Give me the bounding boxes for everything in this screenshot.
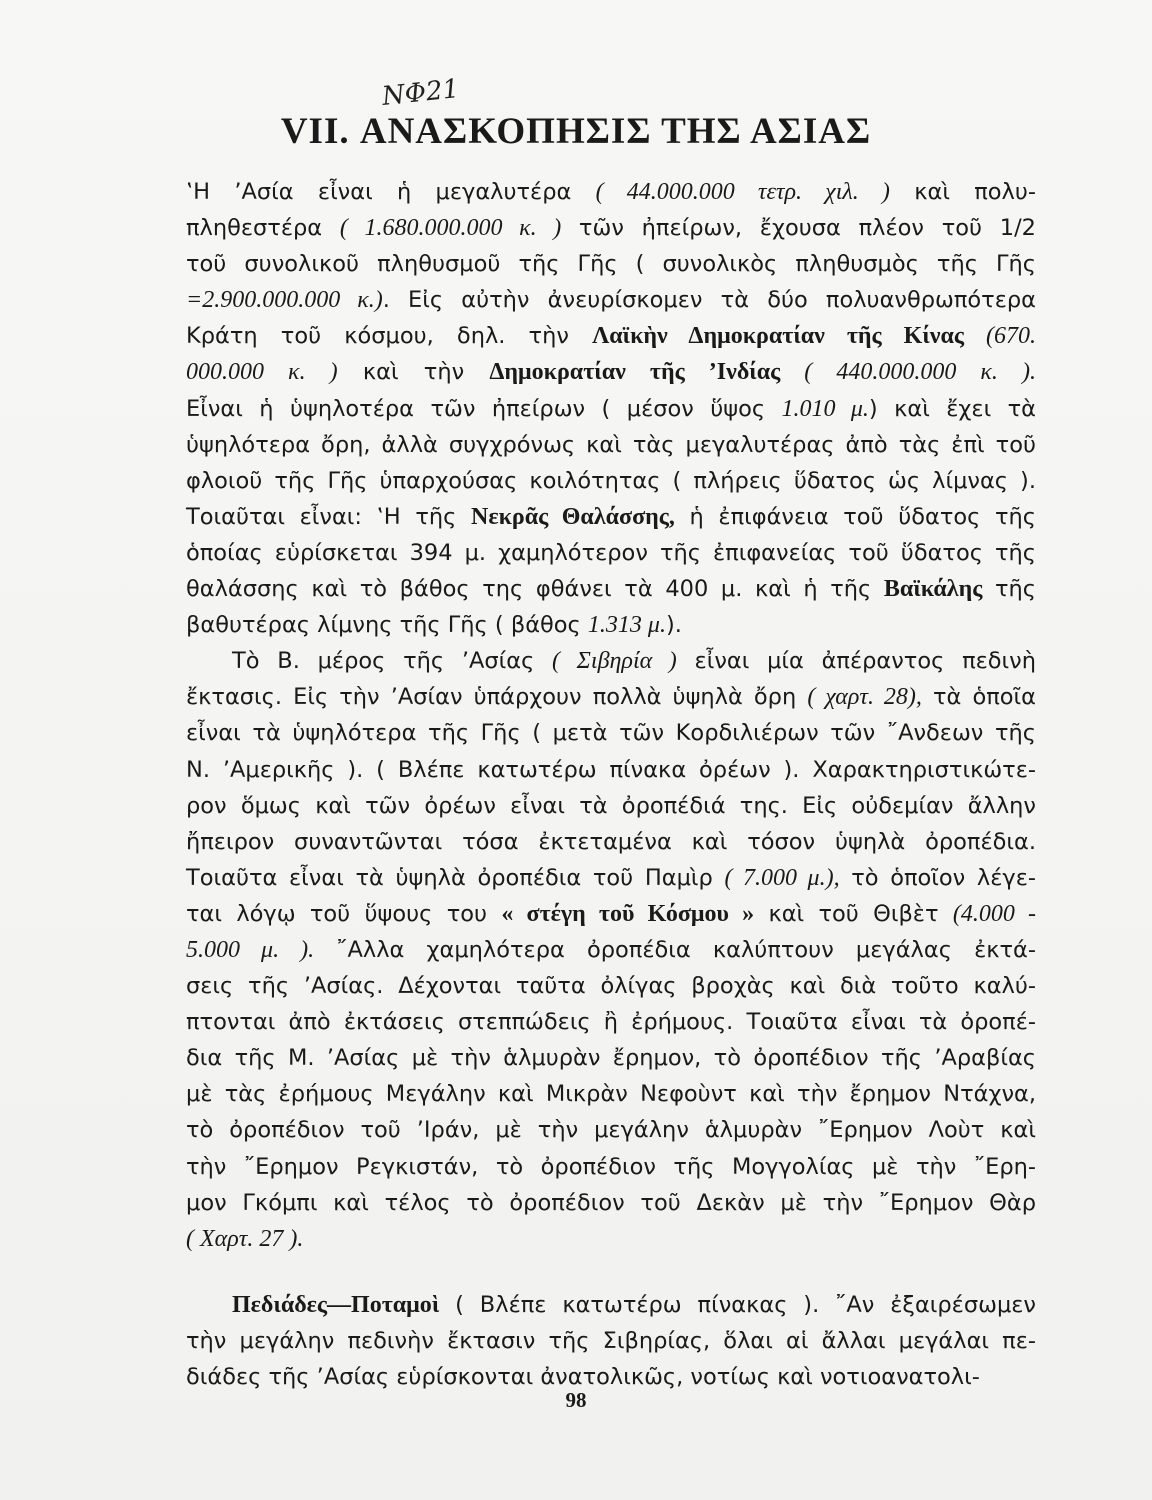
text-line [186, 391, 1036, 427]
text-line [186, 860, 1036, 896]
text-segment: μον Γκόμπι καὶ τέλος τὸ ὀροπέδιον τοῦ Δεκὰν μὲ τὴν ῎Ερημον Θὰρ [186, 1189, 1036, 1216]
text-segment: Τοιαῦτα εἶναι τὰ ὑψηλὰ ὀροπέδια τοῦ Παμὶρ [186, 864, 725, 891]
text-line [186, 318, 1036, 354]
text-segment: τὸ ὀροπέδιον τοῦ ’Ιράν, μὲ τὴν μεγάλην ἁλμυρὰν ῎Ερημον Λοὺτ καὶ [186, 1117, 1036, 1144]
text-segment: ἔκτασις. Εἰς τὴν ’Ασίαν ὑπάρχουν πολλὰ ὑψηλὰ ὄρη [186, 684, 808, 711]
bold-term: « στέγη τοῦ Κόσμου » [501, 900, 755, 927]
text-line [186, 1185, 1036, 1221]
text-segment: δια τῆς Μ. ’Ασίας μὲ τὴν ἁλμυρὰν ἔρημον, τὸ ὀροπέδιον τῆς ’Αραβίας [186, 1045, 1036, 1072]
text-line [186, 1004, 1036, 1040]
text-segment: ( Βλέπε κατωτέρω πίνακας ). ῎Αν ἐξαιρέσωμεν [439, 1291, 1036, 1318]
bold-term: Νεκρᾶς Θαλάσσης, [471, 503, 675, 530]
text-line [186, 607, 1036, 643]
text-segment: Τοιαῦται εἶναι: ‛Η τῆς [186, 503, 471, 530]
text-segment: ται λόγῳ τοῦ ὕψους του [186, 900, 502, 927]
text-line [186, 788, 1036, 824]
text-segment: μὲ τὰς ἐρήμους Μεγάλην καὶ Μικρὰν Νεφοὺντ καὶ τὴν ἔρημον Ντάχνα, [186, 1081, 1036, 1108]
text-segment: διάδες τῆς ’Ασίας εὑρίσκονται ἀνατολικῶς, νοτίως καὶ νοτιοανατολι- [186, 1364, 980, 1390]
italic-figure: (670. [964, 323, 1036, 350]
text-segment: ) καὶ ἔχει τὰ [868, 395, 1036, 422]
text-segment: τῶν ἠπείρων, ἔχουσα πλέον τοῦ 1/2 [561, 215, 1036, 242]
text-segment: καὶ τοῦ Θιβὲτ [754, 900, 953, 927]
text-segment: ὑψηλότερα ὄρη, ἀλλὰ συγχρόνως καὶ τὰς μεγαλυτέρας ἀπὸ τὰς ἐπὶ τοῦ [186, 431, 1036, 458]
text-segment: βαθυτέρας λίμνης τῆς Γῆς ( βάθος [186, 612, 588, 639]
italic-figure: 000.000 κ. ) [186, 359, 338, 386]
text-line [186, 932, 1036, 968]
italic-figure: ( χαρτ. 28), [807, 684, 922, 711]
italic-figure: ( Σιβηρία ) [552, 648, 677, 675]
text-line [186, 679, 1036, 715]
italic-figure: ( Χαρτ. 27 ). [186, 1225, 304, 1252]
text-segment: ρον ὅμως καὶ τῶν ὀρέων εἶναι τὰ ὀροπέδιά της. Εἰς οὐδεμίαν ἄλλην [186, 792, 1036, 819]
bold-term: Βαϊκάλης [883, 576, 983, 603]
text-line [186, 246, 1036, 282]
text-line [186, 1323, 1036, 1359]
text-segment: ὁποίας εὑρίσκεται 394 μ. χαμηλότερον τῆς ἐπιφανείας τοῦ ὕδατος τῆς [186, 539, 1036, 566]
text-segment: φλοιοῦ τῆς Γῆς ὑπαρχούσας κοιλότητας ( πλήρεις ὕδατος ὡς λίμνας ). [186, 467, 1036, 494]
italic-figure: (4.000 - [952, 900, 1036, 927]
text-segment: τὴν μεγάλην πεδινὴν ἔκτασιν τῆς Σιβηρίας, ὅλαι αἱ ἄλλαι μεγάλαι πε- [186, 1327, 1036, 1354]
text-line [186, 1287, 1036, 1323]
bold-term: Λαϊκὴν Δημοκρατίαν τῆς Κίνας [592, 323, 965, 350]
text-line [186, 1221, 1036, 1257]
text-segment: εἶναι μία ἀπέραντος πεδινὴ [676, 648, 1036, 675]
text-segment: τὸ ὁποῖον λέγε- [839, 864, 1036, 891]
text-segment: πληθεστέρα [186, 215, 340, 242]
italic-figure: ( 44.000.000 τετρ. χιλ. ) [595, 179, 890, 205]
text-line [186, 715, 1036, 751]
text-segment: ‛Η ’Ασία εἶναι ἡ μεγαλυτέρα [186, 179, 596, 205]
text-line [186, 824, 1036, 860]
italic-figure: 1.313 μ. [587, 612, 666, 639]
text-line [186, 752, 1036, 788]
paragraph-gap [186, 1257, 1036, 1287]
text-line [186, 463, 1036, 499]
text-line [186, 1112, 1036, 1148]
text-segment: ἤπειρον συναντῶνται τόσα ἐκτεταμένα καὶ τόσον ὑψηλὰ ὀροπέδια. [186, 828, 1036, 855]
text-line [186, 354, 1036, 390]
text-line [186, 427, 1036, 463]
text-line [186, 643, 1036, 679]
text-segment: ῎Αλλα χαμηλότερα ὀροπέδια καλύπτουν μεγάλας ἐκτά- [314, 936, 1036, 963]
italic-figure: ( 7.000 μ.), [724, 864, 840, 891]
text-segment: ἡ ἐπιφάνεια τοῦ ὕδατος τῆς [674, 503, 1036, 530]
text-line [186, 896, 1036, 932]
italic-figure: ( 440.000.000 κ. ). [780, 359, 1036, 386]
text-line [186, 968, 1036, 1004]
text-line [186, 174, 1036, 210]
text-line [186, 1149, 1036, 1185]
text-line [186, 282, 1036, 318]
text-segment: εἶναι τὰ ὑψηλότερα τῆς Γῆς ( μετὰ τῶν Κορδιλιέρων τῶν ῎Ανδεων τῆς [186, 720, 1036, 747]
text-line [186, 499, 1036, 535]
text-segment: Τὸ Β. μέρος τῆς ’Ασίας [232, 648, 553, 675]
text-line [186, 210, 1036, 246]
text-line [186, 535, 1036, 571]
text-segment: Ν. ’Αμερικῆς ). ( Βλέπε κατωτέρω πίνακα ὀρέων ). Χαρακτηριστικώτε- [186, 756, 1036, 783]
text-segment: καὶ τὴν [337, 359, 490, 386]
text-segment: θαλάσσης καὶ τὸ βάθος της φθάνει τὰ 400 μ. καὶ ἡ τῆς [186, 576, 884, 603]
text-segment: τὴν ῎Ερημον Ρεγκιστάν, τὸ ὀροπέδιον τῆς Μογγολίας μὲ τὴν ῎Ερη- [186, 1153, 1036, 1180]
text-segment: . Εἰς αὐτὴν ἀνευρίσκομεν τὰ δύο πολυανθρωπότερα [382, 287, 1036, 314]
text-line [186, 1040, 1036, 1076]
handwritten-annotation: ΝΦ21 [380, 74, 461, 112]
bold-term: Δημοκρατίαν τῆς ’Ινδίας [489, 359, 781, 386]
text-segment: σεις τῆς ’Ασίας. Δέχονται ταῦτα ὀλίγας βροχὰς καὶ διὰ τοῦτο καλύ- [186, 973, 1036, 1000]
italic-figure: 1.010 μ. [781, 395, 869, 422]
text-segment: τοῦ συνολικοῦ πληθυσμοῦ τῆς Γῆς ( συνολικὸς πληθυσμὸς τῆς Γῆς [186, 251, 1036, 278]
text-segment: Κράτη τοῦ κόσμου, δηλ. τὴν [186, 323, 593, 350]
bold-term: Πεδιάδες—Ποταμοὶ [232, 1291, 440, 1318]
chapter-heading: VII. ΑΝΑΣΚΟΠΗΣΙΣ ΤΗΣ ΑΣΙΑΣ [280, 111, 872, 152]
italic-figure: =2.900.000.000 κ.) [186, 287, 383, 314]
text-segment: ). [665, 612, 682, 639]
text-segment: τὰ ὁποῖα [921, 684, 1036, 711]
text-line [186, 1076, 1036, 1112]
text-line [186, 571, 1036, 607]
page-number: 98 [565, 1388, 587, 1412]
text-segment: Εἶναι ἡ ὑψηλοτέρα τῶν ἠπείρων ( μέσον ὕψος [186, 395, 782, 422]
text-segment: πτονται ἀπὸ ἐκτάσεις στεππώδεις ἢ ἐρήμους. Τοιαῦτα εἶναι τὰ ὀροπέ- [186, 1009, 1036, 1036]
text-segment: καὶ πολυ- [889, 179, 1036, 205]
italic-figure: ( 1.680.000.000 κ. ) [339, 215, 562, 242]
text-segment: τῆς [982, 576, 1036, 603]
body-text [186, 174, 1036, 1395]
italic-figure: 5.000 μ. ). [186, 936, 315, 963]
